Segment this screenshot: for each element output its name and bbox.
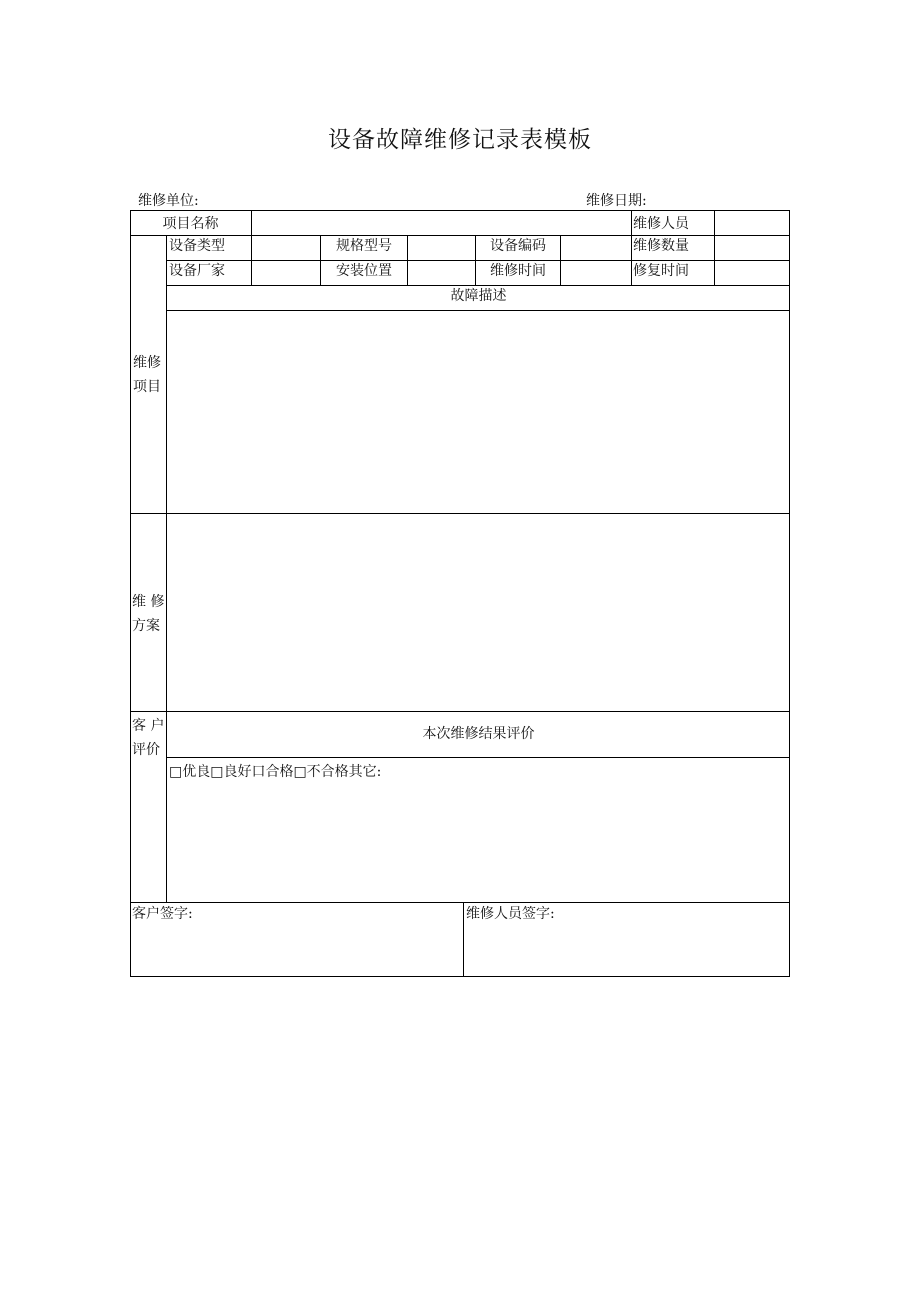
rule-row7 bbox=[167, 757, 790, 758]
project-name-value[interactable] bbox=[252, 212, 630, 234]
repair-time-value[interactable] bbox=[561, 261, 630, 284]
customer-signature-label: 客户签字: bbox=[132, 906, 193, 922]
section-repair-item bbox=[133, 351, 161, 399]
device-type-label: 设备类型 bbox=[169, 238, 225, 254]
section-customer-eval-line1: 客 户 bbox=[132, 718, 165, 734]
rule-row4 bbox=[167, 310, 790, 311]
repair-person-label: 维修人员 bbox=[633, 216, 689, 232]
eval-title: 本次维修结果评价 bbox=[422, 726, 535, 742]
manufacturer-label: 设备厂家 bbox=[169, 263, 225, 279]
device-code-label: 设备编码 bbox=[490, 238, 546, 254]
section-repair-plan bbox=[132, 590, 164, 638]
rule-row6 bbox=[130, 711, 790, 712]
spec-model-value[interactable] bbox=[408, 236, 474, 259]
device-type-value[interactable] bbox=[252, 236, 319, 259]
repair-plan-area[interactable] bbox=[168, 515, 788, 709]
repair-qty-value[interactable] bbox=[715, 236, 789, 259]
section-repair-plan-line2: 方案 bbox=[132, 618, 160, 634]
section-customer-eval-line2: 评价 bbox=[132, 742, 160, 758]
rule-col-left bbox=[166, 235, 167, 902]
rule-row5 bbox=[130, 513, 790, 514]
section-repair-item-line2: 项目 bbox=[133, 379, 161, 395]
section-repair-item-line1: 维修 bbox=[133, 355, 161, 371]
rule-col-sign bbox=[463, 902, 464, 977]
install-location-label: 安装位置 bbox=[336, 263, 392, 279]
section-customer-eval bbox=[132, 714, 164, 762]
install-location-value[interactable] bbox=[408, 261, 474, 284]
restore-time-value[interactable] bbox=[715, 261, 789, 284]
rule-row8 bbox=[130, 902, 790, 903]
repair-date-label: 维修日期: bbox=[586, 193, 647, 209]
section-repair-plan-line1: 维 修 bbox=[132, 594, 165, 610]
repair-qty-label: 维修数量 bbox=[633, 238, 689, 254]
restore-time-label: 修复时间 bbox=[633, 263, 689, 279]
customer-signature-area[interactable] bbox=[131, 928, 462, 975]
fault-description-header: 故障描述 bbox=[450, 288, 507, 304]
rule-col-f bbox=[631, 210, 632, 285]
repair-person-value[interactable] bbox=[715, 212, 789, 234]
repair-unit-label: 维修单位: bbox=[138, 193, 199, 209]
eval-options[interactable]: □优良□良好口合格□不合格其它: bbox=[169, 764, 382, 780]
project-name-label: 项目名称 bbox=[162, 216, 219, 232]
page-title: 设备故障维修记录表模板 bbox=[328, 127, 592, 153]
repair-time-label: 维修时间 bbox=[490, 263, 546, 279]
spec-model-label: 规格型号 bbox=[336, 238, 392, 254]
repair-signature-area[interactable] bbox=[465, 928, 789, 975]
manufacturer-value[interactable] bbox=[252, 261, 319, 284]
fault-description-area[interactable] bbox=[168, 312, 788, 511]
eval-notes-area[interactable] bbox=[168, 786, 788, 900]
device-code-value[interactable] bbox=[561, 236, 630, 259]
repair-signature-label: 维修人员签字: bbox=[466, 906, 555, 922]
